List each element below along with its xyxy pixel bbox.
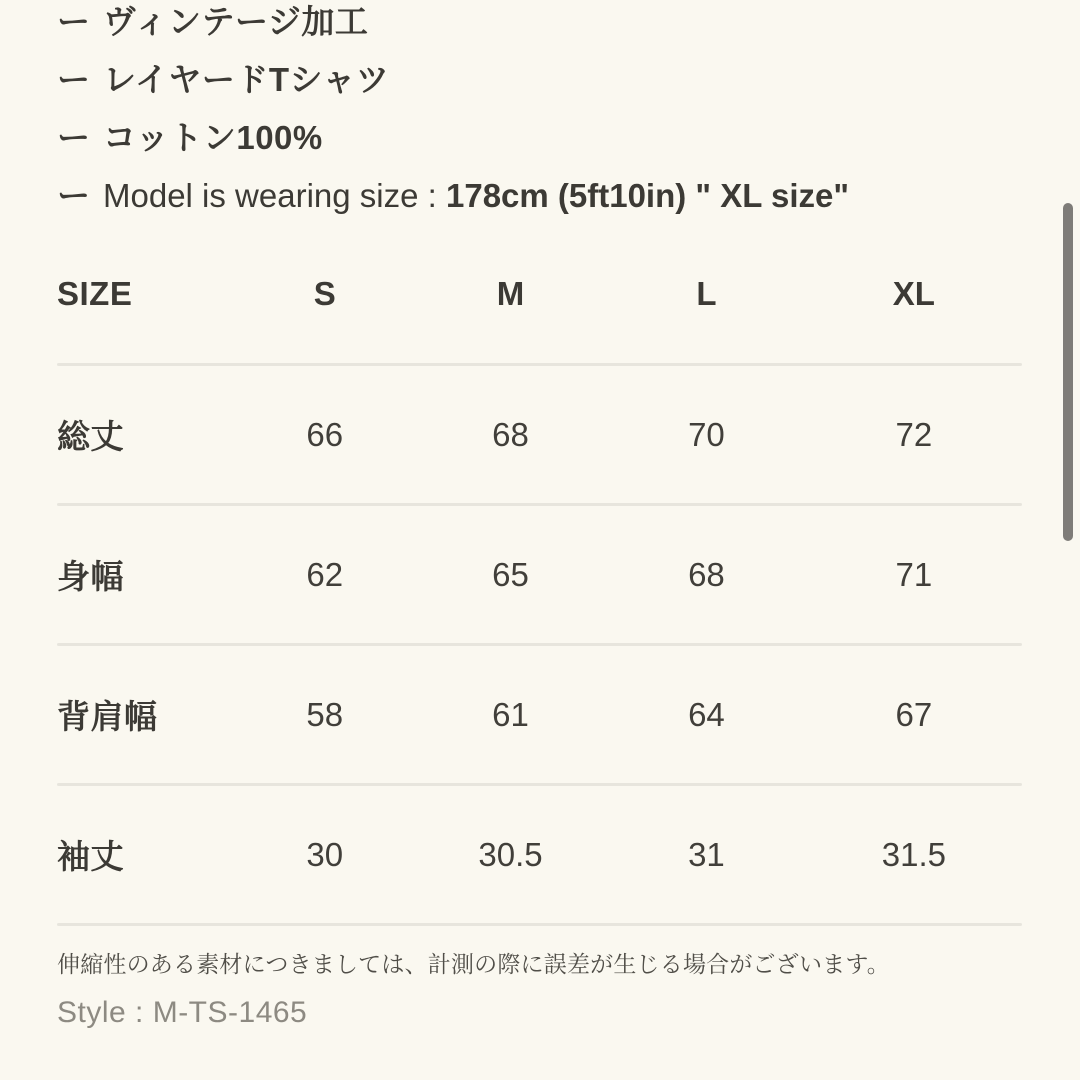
feature-item-vintage — [57, 0, 1022, 51]
bullet-dash: ー — [57, 177, 90, 214]
cell-value: 58 — [306, 695, 344, 733]
cell-value: 68 — [492, 415, 529, 453]
cell-value: 31 — [688, 835, 725, 873]
style-number: Style : M-TS-1465 — [57, 996, 308, 1029]
table-row-shoulder-width — [57, 646, 1022, 783]
cell-value: 30 — [306, 835, 344, 873]
column-header-size: SIZE — [57, 275, 133, 312]
cell-value: 62 — [306, 555, 344, 593]
feature-text: ヴィンテージ加工 — [103, 3, 369, 40]
feature-item-cotton — [57, 109, 1022, 167]
cell-value: 61 — [492, 695, 529, 733]
size-chart-table — [57, 225, 1022, 926]
feature-item-layered — [57, 51, 1022, 109]
measurement-disclaimer: 伸縮性のある素材につきましては、計測の際に誤差が生じる場合がございます。 — [57, 951, 890, 977]
feature-item-model-size — [57, 167, 1022, 225]
cell-value: 72 — [895, 415, 933, 453]
table-row-total-length — [57, 366, 1022, 503]
feature-text: コットン100% — [103, 119, 323, 156]
row-label: 背肩幅 — [57, 698, 158, 735]
table-row-body-width — [57, 506, 1022, 643]
bullet-dash: ー — [57, 3, 90, 40]
cell-value: 66 — [306, 415, 344, 453]
column-header-l: L — [696, 275, 717, 312]
bullet-dash: ー — [57, 61, 90, 98]
column-header-xl: XL — [892, 275, 935, 312]
table-row-sleeve-length — [57, 786, 1022, 923]
model-size-text: Model is wearing size : — [103, 177, 446, 214]
feature-list — [57, 0, 1022, 225]
cell-value: 31.5 — [881, 835, 946, 873]
model-size-value: 178cm (5ft10in) " XL size" — [445, 177, 849, 214]
table-divider — [57, 923, 1022, 926]
scrollbar-thumb[interactable] — [1063, 203, 1073, 541]
cell-value: 30.5 — [478, 835, 543, 873]
column-header-m: M — [496, 275, 525, 312]
row-label: 総丈 — [57, 418, 124, 455]
cell-value: 68 — [688, 555, 725, 593]
column-header-s: S — [313, 275, 336, 312]
cell-value: 71 — [895, 555, 933, 593]
row-label: 袖丈 — [57, 838, 124, 875]
size-chart-header-row — [57, 225, 1022, 363]
cell-value: 67 — [895, 695, 933, 733]
bullet-dash: ー — [57, 119, 90, 156]
row-label: 身幅 — [57, 558, 124, 595]
feature-text: レイヤードTシャツ — [103, 61, 390, 98]
cell-value: 65 — [492, 555, 529, 593]
cell-value: 64 — [688, 695, 725, 733]
cell-value: 70 — [688, 415, 725, 453]
